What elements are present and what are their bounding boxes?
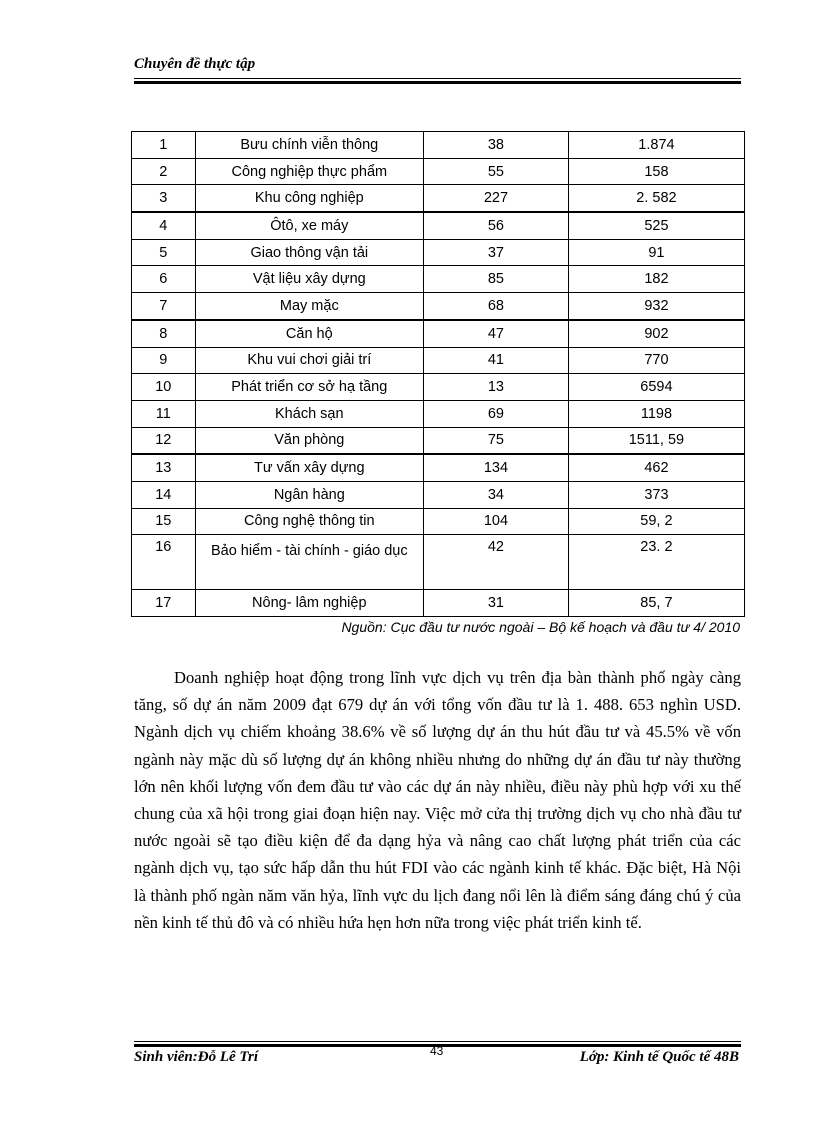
row-projects: 34	[424, 481, 569, 508]
row-sector: Tư vấn xây dựng	[195, 454, 423, 481]
row-projects: 55	[424, 158, 569, 185]
row-number: 8	[132, 320, 196, 347]
sector-table	[131, 131, 745, 617]
row-number: 7	[132, 293, 196, 320]
row-sector: Căn hộ	[195, 320, 423, 347]
row-capital: 6594	[568, 374, 744, 401]
table-row	[132, 158, 745, 185]
row-sector: Bưu chính viễn thông	[195, 132, 423, 159]
row-number: 3	[132, 185, 196, 212]
row-sector: Nông- lâm nghiệp	[195, 590, 423, 617]
row-capital: 182	[568, 266, 744, 293]
row-projects: 104	[424, 508, 569, 535]
row-capital: 373	[568, 481, 744, 508]
row-number: 4	[132, 212, 196, 239]
table-row	[132, 132, 745, 159]
table-row	[132, 347, 745, 374]
table-row	[132, 320, 745, 347]
table-row	[132, 427, 745, 454]
row-number: 13	[132, 454, 196, 481]
page-header-title: Chuyên đề thực tập	[134, 56, 256, 72]
row-capital: 158	[568, 158, 744, 185]
row-number: 9	[132, 347, 196, 374]
row-projects: 56	[424, 212, 569, 239]
row-capital: 91	[568, 239, 744, 266]
table-source-note: Nguồn: Cục đầu tư nước ngoài – Bộ kế hoạch và đầu tư 4/ 2010	[341, 619, 740, 635]
row-sector: May mặc	[195, 293, 423, 320]
row-sector: Giao thông vận tải	[195, 239, 423, 266]
row-number: 16	[132, 535, 196, 590]
table-row	[132, 400, 745, 427]
row-sector: Khu vui chơi giải trí	[195, 347, 423, 374]
row-capital: 932	[568, 293, 744, 320]
body-paragraph: Doanh nghiệp hoạt động trong lĩnh vực dịch vụ trên địa bàn thành phố ngày càng tăng, số dự án năm 2009 đạt 679 dự án với tổng vốn đầu tư là 1. 488. 653 nghìn USD. Ngành dịch vụ chiếm khoảng 38.6% về số lượng dự án thu hút đầu tư và 45.5% về vốn ngành này mặc dù số lượng dự án không nhiều nhưng do những dự án đầu tư này thường lớn nên khối lượng vốn đem đầu tư vào các dự án này nhiều, điều này phù hợp với xu thế chung của xã hội trong giai đoạn hiện nay. Việc mở cửa thị trường dịch vụ cho nhà đầu tư nước ngoài sẽ tạo điều kiện để đa dạng hỷa và nâng cao chất lượng phát triển của các ngành dịch vụ, tạo sức hấp dẫn thu hút FDI vào các ngành kinh tế khác. Đặc biệt, Hà Nội là thành phố ngàn năm văn hỷa, lĩnh vực du lịch đang nổi lên là điểm sáng đáng chú ý của nền kinh tế thủ đô và có nhiều hứa hẹn hơn nữa trong việc phát triển kinh tế.	[134, 668, 741, 932]
row-projects: 13	[424, 374, 569, 401]
row-projects: 37	[424, 239, 569, 266]
row-projects: 47	[424, 320, 569, 347]
row-capital: 525	[568, 212, 744, 239]
table-row	[132, 374, 745, 401]
row-sector: Khách sạn	[195, 400, 423, 427]
row-number: 11	[132, 400, 196, 427]
row-sector: Công nghệ thông tin	[195, 508, 423, 535]
row-number: 10	[132, 374, 196, 401]
row-sector: Vật liệu xây dựng	[195, 266, 423, 293]
row-number: 12	[132, 427, 196, 454]
table-row	[132, 293, 745, 320]
row-projects: 42	[424, 535, 569, 590]
row-capital: 462	[568, 454, 744, 481]
row-capital: 23. 2	[568, 535, 744, 590]
row-number: 6	[132, 266, 196, 293]
row-capital: 1.874	[568, 132, 744, 159]
row-number: 14	[132, 481, 196, 508]
row-sector: Công nghiệp thực phẩm	[195, 158, 423, 185]
row-projects: 38	[424, 132, 569, 159]
row-projects: 75	[424, 427, 569, 454]
row-sector: Bảo hiểm - tài chính - giáo dục	[195, 535, 423, 590]
row-number: 15	[132, 508, 196, 535]
row-capital: 2. 582	[568, 185, 744, 212]
row-capital: 1198	[568, 400, 744, 427]
row-capital: 770	[568, 347, 744, 374]
table-row	[132, 212, 745, 239]
row-number: 17	[132, 590, 196, 617]
table-row	[132, 535, 745, 590]
row-number: 1	[132, 132, 196, 159]
row-capital: 85, 7	[568, 590, 744, 617]
table-row	[132, 185, 745, 212]
table-row	[132, 266, 745, 293]
row-projects: 85	[424, 266, 569, 293]
row-projects: 134	[424, 454, 569, 481]
table-row	[132, 508, 745, 535]
row-capital: 59, 2	[568, 508, 744, 535]
row-sector: Ngân hàng	[195, 481, 423, 508]
table-row	[132, 239, 745, 266]
table-row	[132, 590, 745, 617]
row-capital: 1511, 59	[568, 427, 744, 454]
row-projects: 68	[424, 293, 569, 320]
footer-class-name: Lớp: Kinh tế Quốc tế 48B	[579, 1049, 739, 1065]
row-number: 2	[132, 158, 196, 185]
row-number: 5	[132, 239, 196, 266]
header-rule	[134, 78, 741, 84]
row-projects: 69	[424, 400, 569, 427]
row-sector: Ôtô, xe máy	[195, 212, 423, 239]
row-projects: 41	[424, 347, 569, 374]
table-row	[132, 481, 745, 508]
row-projects: 227	[424, 185, 569, 212]
row-sector: Văn phòng	[195, 427, 423, 454]
page-number: 43	[430, 1044, 444, 1058]
row-projects: 31	[424, 590, 569, 617]
row-capital: 902	[568, 320, 744, 347]
table-row	[132, 454, 745, 481]
footer-student-name: Sinh viên:Đỗ Lê Trí	[134, 1049, 259, 1065]
row-sector: Phát triển cơ sở hạ tầng	[195, 374, 423, 401]
row-sector: Khu công nghiệp	[195, 185, 423, 212]
